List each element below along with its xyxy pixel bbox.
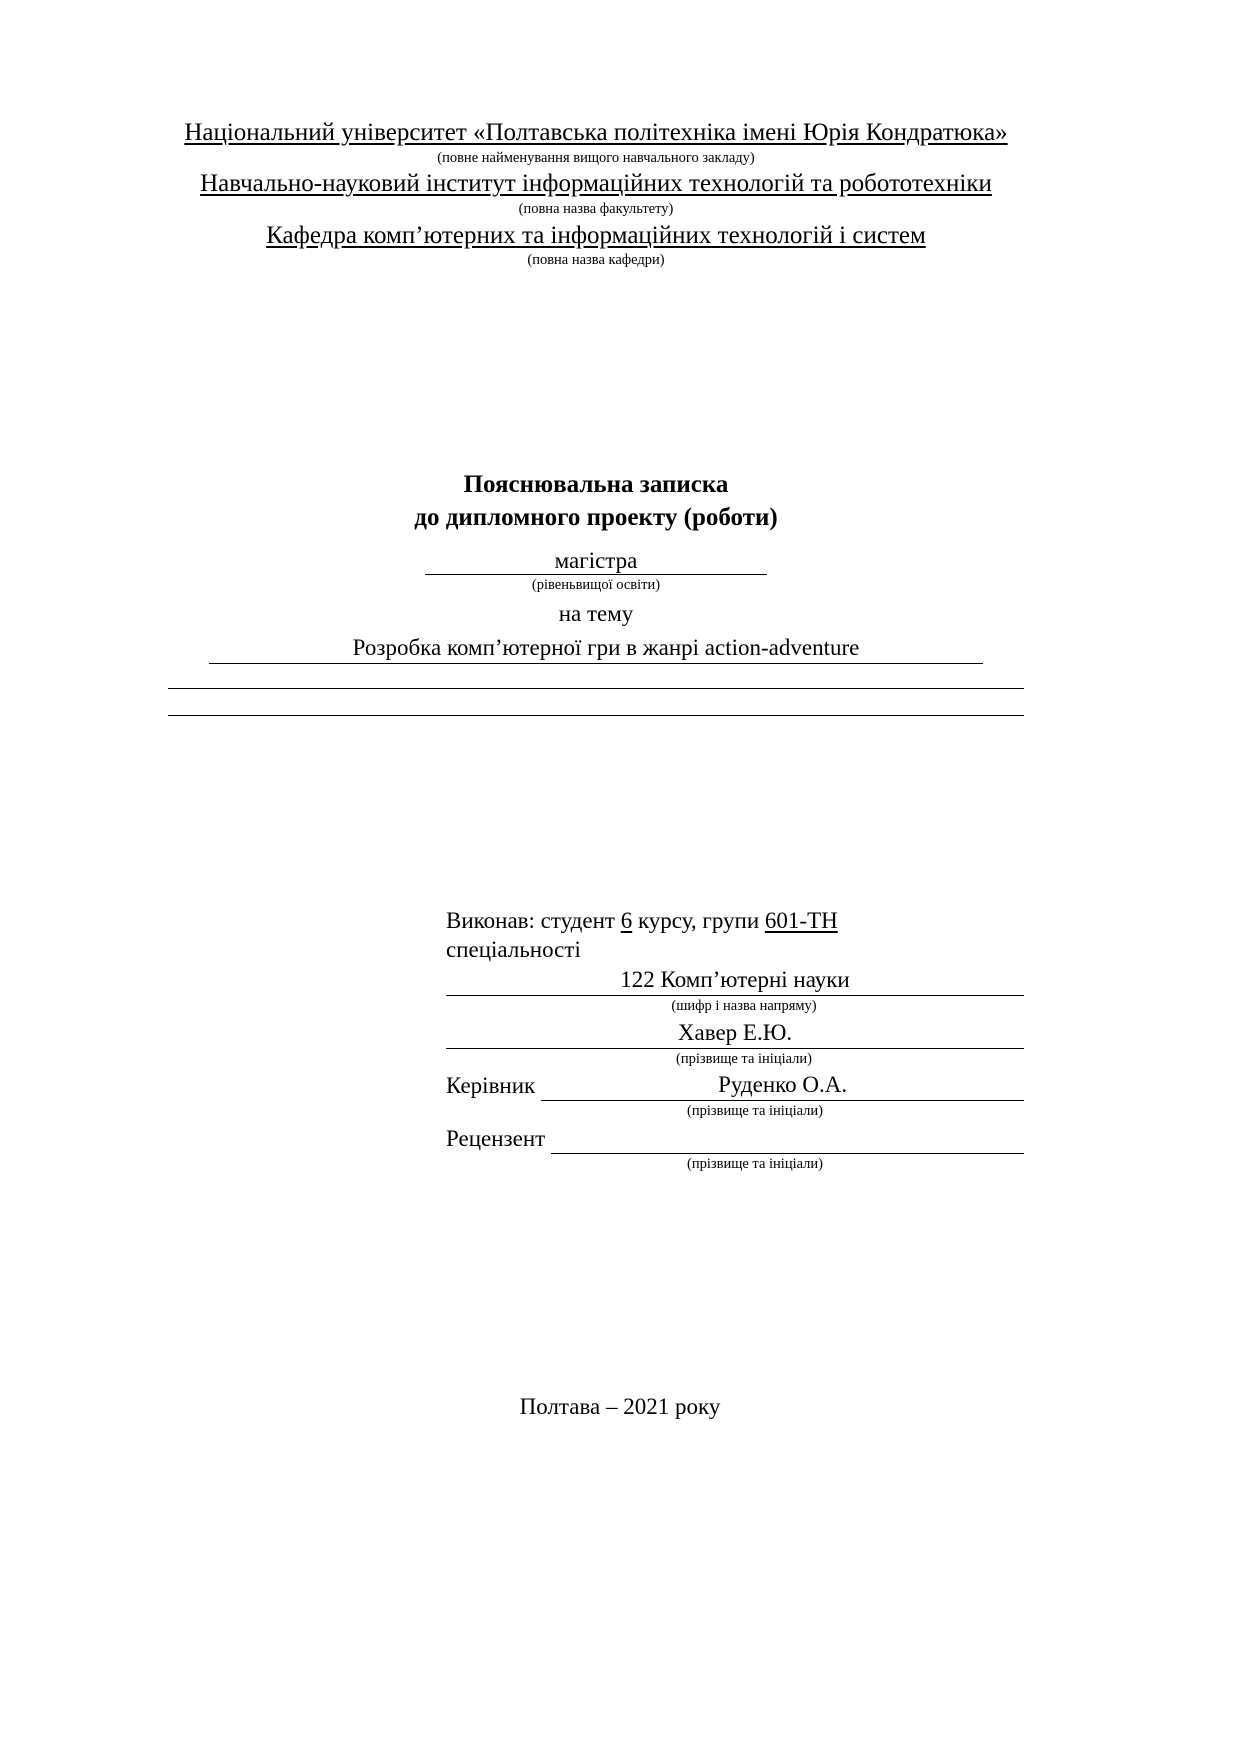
level-rule-right	[643, 548, 767, 575]
supervisor-field	[446, 1070, 1024, 1101]
topic-value: Розробка комп’ютерної гри в жанрі action-adventure	[349, 633, 864, 664]
education-level-row	[168, 548, 1024, 575]
group-value: 601-ТН	[764, 907, 838, 933]
course-value: 6	[620, 907, 633, 933]
supervisor-rule	[541, 1070, 1024, 1101]
on-topic-label: на тему	[558, 600, 634, 626]
reviewer-label: Рецензент	[446, 1126, 546, 1152]
student-name-caption: (прізвище та ініціали)	[676, 1050, 812, 1067]
level-rule-left	[425, 548, 549, 575]
topic-blank-rule-1	[168, 664, 1024, 689]
supervisor-caption: (прізвище та ініціали)	[687, 1103, 823, 1120]
education-level-value: магістра	[549, 548, 644, 575]
doc-title-line-2: до дипломного проекту (роботи)	[414, 504, 778, 532]
institute-line	[168, 169, 1024, 199]
course-suffix: курсу, групи	[637, 907, 760, 933]
university-line	[168, 118, 1024, 148]
institute-caption: (повна назва факультету)	[518, 200, 674, 217]
topic-rule-left	[209, 633, 349, 664]
speciality-field	[446, 965, 1024, 996]
institute-name: Навчально-науковий інститут інформаційних технологій та робототехніки	[200, 170, 992, 198]
page-footer: Полтава – 2021 року	[519, 1394, 721, 1419]
department-name: Кафедра комп’ютерних та інформаційних технологій і систем	[266, 221, 926, 249]
university-caption: (повне найменування вищого навчального закладу)	[437, 149, 755, 166]
supervisor-label: Керівник	[446, 1073, 536, 1099]
speciality-label: спеціальності	[446, 937, 581, 963]
performed-by-prefix: Виконав: студент	[446, 907, 615, 933]
reviewer-field	[446, 1123, 1024, 1154]
speciality-value: 122 Комп’ютерні науки	[620, 966, 850, 992]
document-content	[168, 118, 1024, 1176]
topic-rule-right	[863, 633, 983, 664]
education-level-caption: (рівеньвищої освіти)	[531, 577, 661, 594]
reviewer-caption: (прізвище та ініціали)	[687, 1156, 823, 1173]
topic-blank-rule-2	[168, 689, 1024, 716]
student-name-field	[446, 1018, 1024, 1049]
department-caption: (повна назва кафедри)	[527, 252, 665, 269]
student-block	[446, 906, 1024, 1174]
spacer-middle	[168, 716, 1024, 906]
topic-row	[168, 633, 1024, 664]
spacer-top	[168, 272, 1024, 468]
spacer-title	[168, 534, 1024, 548]
doc-title-line-1: Пояснювальна записка	[463, 471, 729, 499]
speciality-caption: (шифр і назва напряму)	[671, 997, 817, 1014]
department-line	[168, 221, 1024, 251]
university-name: Національний університет «Полтавська політехніка імені Юрія Кондратюка»	[184, 119, 1008, 146]
reviewer-rule	[551, 1123, 1024, 1154]
performed-by-line	[446, 906, 1024, 935]
supervisor-name-value: Руденко О.А.	[718, 1072, 848, 1098]
student-name-value: Хавер Е.Ю.	[677, 1019, 793, 1045]
